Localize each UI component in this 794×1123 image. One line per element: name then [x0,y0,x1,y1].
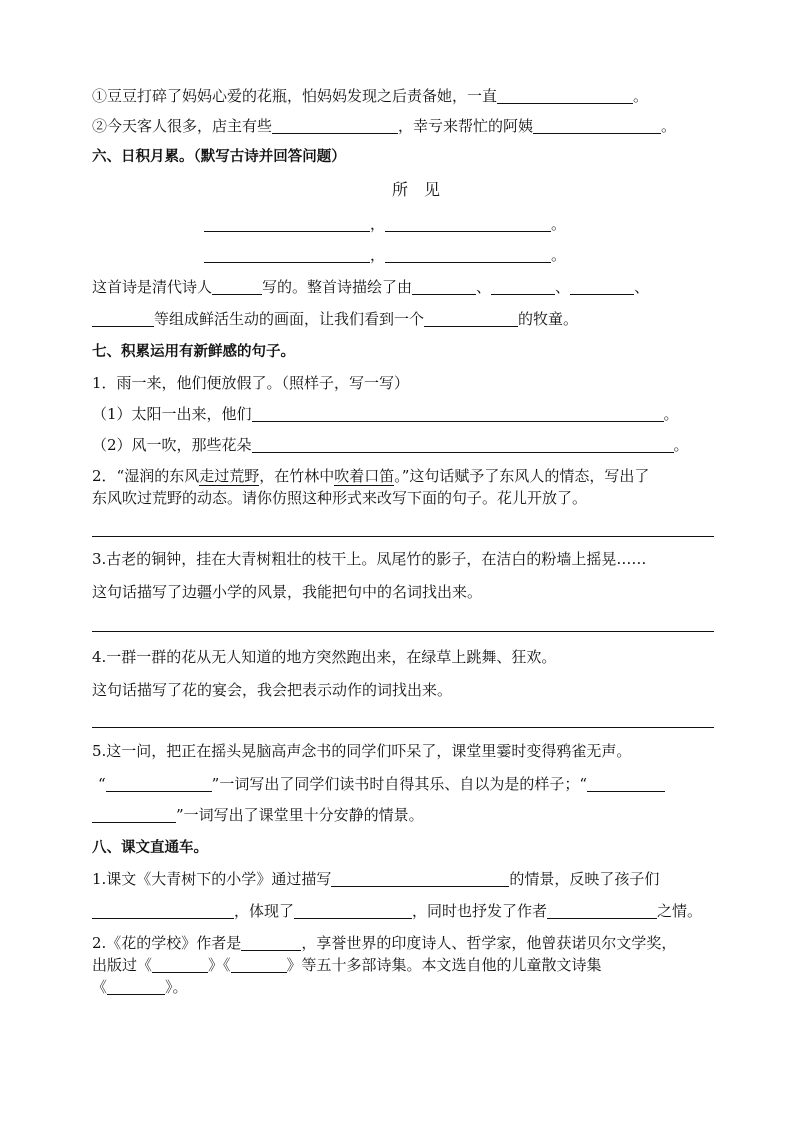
answer-blank[interactable] [491,279,555,295]
answer-blank[interactable] [204,216,370,232]
s7-q5-line1: 5.这一问，把正在摇头晃脑高声念书的同学们吓呆了，课堂里霎时变得鸦雀无声。 [92,742,632,760]
s6-question-line1: 这首诗是清代诗人 写的。整首诗描绘了由 、 、 、 [92,278,650,296]
answer-blank[interactable] [106,776,212,792]
section6-heading: 六、日积月累。（默写古诗并回答问题） [92,149,346,165]
s5-q1: ①豆豆打碎了妈妈心爱的花瓶，怕妈妈发现之后责备她，一直 。 [92,87,649,105]
answer-line[interactable] [92,536,714,537]
answer-blank[interactable] [92,807,176,823]
s7-q5-line2: “ ”一词写出了同学们读书时自得其乐、自以为是的样子；“ [98,774,665,794]
s7-q4-line2: 这句话描写了花的宴会，我会把表示动作的词找出来。 [92,681,453,699]
answer-blank[interactable] [107,979,165,995]
s8-q1-line2: ，体现了 ，同时也抒发了作者 之情。 [92,901,702,921]
answer-blank[interactable] [272,118,398,134]
poem-line-2: ， 。 [204,245,566,265]
s8-q2-line1: 2.《花的学校》作者是 ，享誉世界的印度诗人、哲学家，他曾获诺贝尔文学奖， [92,934,677,952]
answer-blank[interactable] [241,935,301,951]
s7-q3-line1: 3.古老的铜钟，挂在大青树粗壮的枝干上。凤尾竹的影子，在洁白的粉墙上摇晃…… [92,550,647,568]
answer-blank[interactable] [92,311,154,327]
answer-blank[interactable] [424,311,518,327]
answer-blank[interactable] [212,279,262,295]
answer-blank[interactable] [231,957,287,973]
section7-heading: 七、积累运用有新鲜感的句子。 [92,344,295,360]
s7-q1: 1．雨一来，他们便放假了。（照样子，写一写） [92,374,410,392]
s8-q1-line1: 1.课文《大青树下的小学》通过描写 的情景，反映了孩子们 [92,870,660,888]
answer-blank[interactable] [92,903,234,919]
poem-title: 所 见 [392,180,441,199]
s7-q1-2: （2）风一吹，那些花朵 。 [92,436,689,454]
s7-q4-line1: 4.一群一群的花从无人知道的地方突然跑出来，在绿草上跳舞、狂欢。 [92,648,557,666]
answer-blank[interactable] [331,871,509,887]
answer-blank[interactable] [204,247,370,263]
answer-blank[interactable] [412,279,476,295]
answer-line[interactable] [92,727,714,728]
s8-q2-line3: 《 》。 [92,978,188,996]
answer-blank[interactable] [587,776,665,792]
s7-q2-line1: 2．“湿润的东风走过荒野，在竹林中吹着口笛。”这句话赋予了东风人的情态，写出了 [92,467,650,485]
s6-question-line2: 等组成鲜活生动的画面，让我们看到一个 的牧童。 [92,309,578,329]
s8-q2-line2: 出版过《 》《 》等五十多部诗集。本文选自他的儿童散文诗集 [92,956,602,974]
answer-blank[interactable] [570,279,634,295]
answer-blank[interactable] [497,88,633,104]
s7-q1-1: （1）太阳一出来，他们 。 [92,405,679,423]
poem-line-1: ， 。 [204,214,566,234]
answer-line[interactable] [92,631,714,632]
s7-q2-line2: 东风吹过荒野的动态。请你仿照这种形式来改写下面的句子。花儿开放了。 [92,489,588,507]
answer-blank[interactable] [294,903,412,919]
answer-blank[interactable] [152,957,208,973]
answer-blank[interactable] [252,437,674,453]
s7-q3-line2: 这句话描写了边疆小学的风景，我能把句中的名词找出来。 [92,583,483,601]
s7-q5-line3: ”一词写出了课堂里十分安静的情景。 [92,805,424,825]
answer-blank[interactable] [252,406,664,422]
answer-blank[interactable] [385,216,551,232]
answer-blank[interactable] [547,903,657,919]
section8-heading: 八、课文直通车。 [92,840,208,856]
answer-blank[interactable] [533,118,661,134]
s5-q2: ②今天客人很多，店主有些 ，幸亏来帮忙的阿姨 。 [92,117,677,135]
answer-blank[interactable] [385,247,551,263]
